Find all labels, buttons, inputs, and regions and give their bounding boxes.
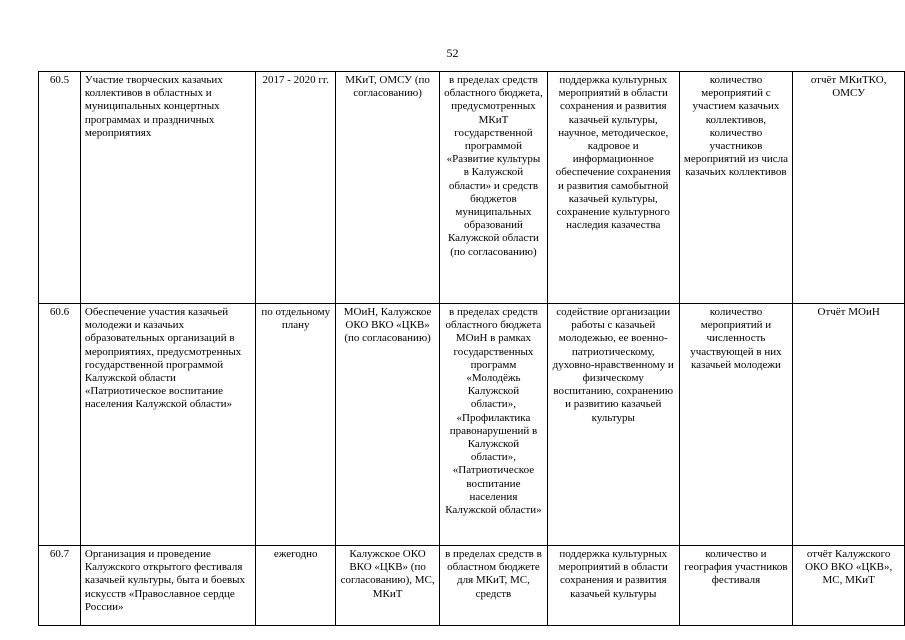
item-number: 60.5 bbox=[39, 72, 81, 304]
executors: МОиН, Калужское ОКО ВКО «ЦКВ» (по согласованию) bbox=[336, 304, 440, 546]
financing-source: в пределах средств областного бюджета, предусмотренных МКиТ государственной программой «Развитие культуры в Калужской области» и средств бюджетов муниципальных образований Калужской области (по согласованию) bbox=[440, 72, 548, 304]
activity-name: Организация и проведение Калужского открытого фестиваля казачьей культуры, быта и боевых искусств «Православное сердце России» bbox=[80, 546, 255, 626]
executors: МКиТ, ОМСУ (по согласованию) bbox=[336, 72, 440, 304]
term: 2017 - 2020 гг. bbox=[256, 72, 336, 304]
report-form: отчёт Калужского ОКО ВКО «ЦКВ», МС, МКиТ bbox=[793, 546, 905, 626]
activity-name: Участие творческих казачьих коллективов в областных и муниципальных концертных программах и праздничных мероприятиях bbox=[80, 72, 255, 304]
indicator: количество мероприятий и численность участвующей в них казачьей молодежи bbox=[679, 304, 793, 546]
item-number: 60.7 bbox=[39, 546, 81, 626]
report-form: отчёт МКиТКО, ОМСУ bbox=[793, 72, 905, 304]
page-number: 52 bbox=[446, 46, 459, 60]
financing-source: в пределах средств в областном бюджете для МКиТ, МС, средств bbox=[440, 546, 548, 626]
table-row bbox=[39, 546, 905, 626]
activity-name: Обеспечение участия казачьей молодежи и казачьих образовательных организаций в мероприятиях, предусмотренных государственной программой Калужской области «Патриотическое воспитание населения Калужской области» bbox=[80, 304, 255, 546]
table-row bbox=[39, 72, 905, 304]
expected-result: содействие организации работы с казачьей молодежью, ее военно-патриотическому, духовно-нравственному и физическому воспитанию, сохранению и развитию казачьей культуры bbox=[547, 304, 679, 546]
term: по отдельному плану bbox=[256, 304, 336, 546]
plan-table bbox=[38, 71, 905, 626]
indicator: количество и география участников фестиваля bbox=[679, 546, 793, 626]
indicator: количество мероприятий с участием казачьих коллективов, количество участников мероприятий из числа казачьих коллективов bbox=[679, 72, 793, 304]
financing-source: в пределах средств областного бюджета МОиН в рамках государственных программ «Молодёжь Калужской области», «Профилактика правонарушений в Калужской области», «Патриотическое воспитание населения Калужской области» bbox=[440, 304, 548, 546]
term: ежегодно bbox=[256, 546, 336, 626]
expected-result: поддержка культурных мероприятий в области сохранения и развития казачьей культуры, научное, методическое, кадровое и информационное обеспечение сохранения и развития самобытной казачьей культуры, сохранение культурного наследия казачества bbox=[547, 72, 679, 304]
table-row bbox=[39, 304, 905, 546]
report-form: Отчёт МОиН bbox=[793, 304, 905, 546]
expected-result: поддержка культурных мероприятий в области сохранения и развития казачьей культуры bbox=[547, 546, 679, 626]
executors: Калужское ОКО ВКО «ЦКВ» (по согласованию), МС, МКиТ bbox=[336, 546, 440, 626]
item-number: 60.6 bbox=[39, 304, 81, 546]
